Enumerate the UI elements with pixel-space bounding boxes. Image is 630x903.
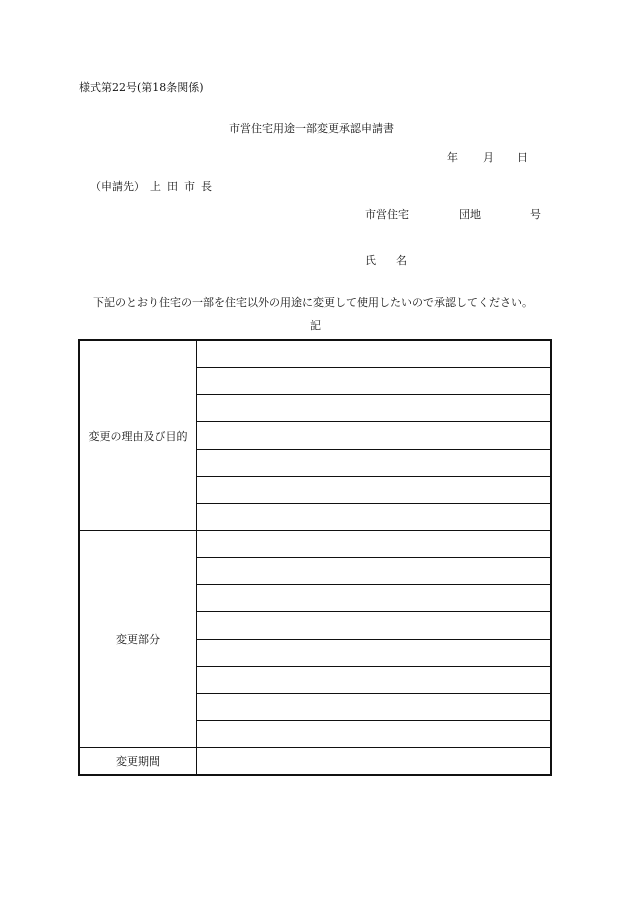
request-text: 下記のとおり住宅の一部を住宅以外の用途に変更して使用したいので承認してください。 — [93, 296, 533, 309]
reason-section — [80, 341, 550, 531]
changed-part-line[interactable] — [197, 558, 550, 585]
changed-part-lines — [197, 531, 550, 747]
date-day-label: 日 — [517, 151, 528, 164]
change-period-field[interactable] — [197, 748, 550, 774]
application-table — [78, 339, 552, 776]
reason-line[interactable] — [197, 395, 550, 422]
form-number: 様式第22号(第18条関係) — [79, 81, 204, 94]
applicant-name-label: 氏名 — [365, 254, 427, 267]
reason-line[interactable] — [197, 368, 550, 395]
change-period-lines — [197, 748, 550, 774]
changed-part-section — [80, 531, 550, 748]
changed-part-line[interactable] — [197, 585, 550, 612]
reason-label: 変更の理由及び目的 — [80, 341, 197, 530]
changed-part-line[interactable] — [197, 612, 550, 639]
changed-part-line[interactable] — [197, 694, 550, 721]
ki-label: 記 — [310, 319, 321, 332]
changed-part-line[interactable] — [197, 721, 550, 747]
changed-part-line[interactable] — [197, 667, 550, 694]
housing-label: 市営住宅 — [365, 208, 409, 221]
danchi-label: 団地 — [459, 208, 481, 221]
reason-line[interactable] — [197, 450, 550, 477]
changed-part-line[interactable] — [197, 640, 550, 667]
reason-lines — [197, 341, 550, 530]
changed-part-line[interactable] — [197, 531, 550, 558]
change-period-section — [80, 748, 550, 774]
changed-part-label: 変更部分 — [80, 531, 197, 747]
date-month-label: 月 — [483, 151, 494, 164]
reason-line[interactable] — [197, 422, 550, 449]
recipient-name: 上田市長 — [150, 180, 218, 193]
reason-line[interactable] — [197, 477, 550, 504]
form-title: 市営住宅用途一部変更承認申請書 — [229, 122, 394, 135]
recipient-label: （申請先） — [90, 180, 145, 193]
room-number-label: 号 — [530, 208, 541, 221]
reason-line[interactable] — [197, 341, 550, 368]
date-year-label: 年 — [447, 151, 458, 164]
reason-line[interactable] — [197, 504, 550, 530]
change-period-label: 変更期間 — [80, 748, 197, 774]
